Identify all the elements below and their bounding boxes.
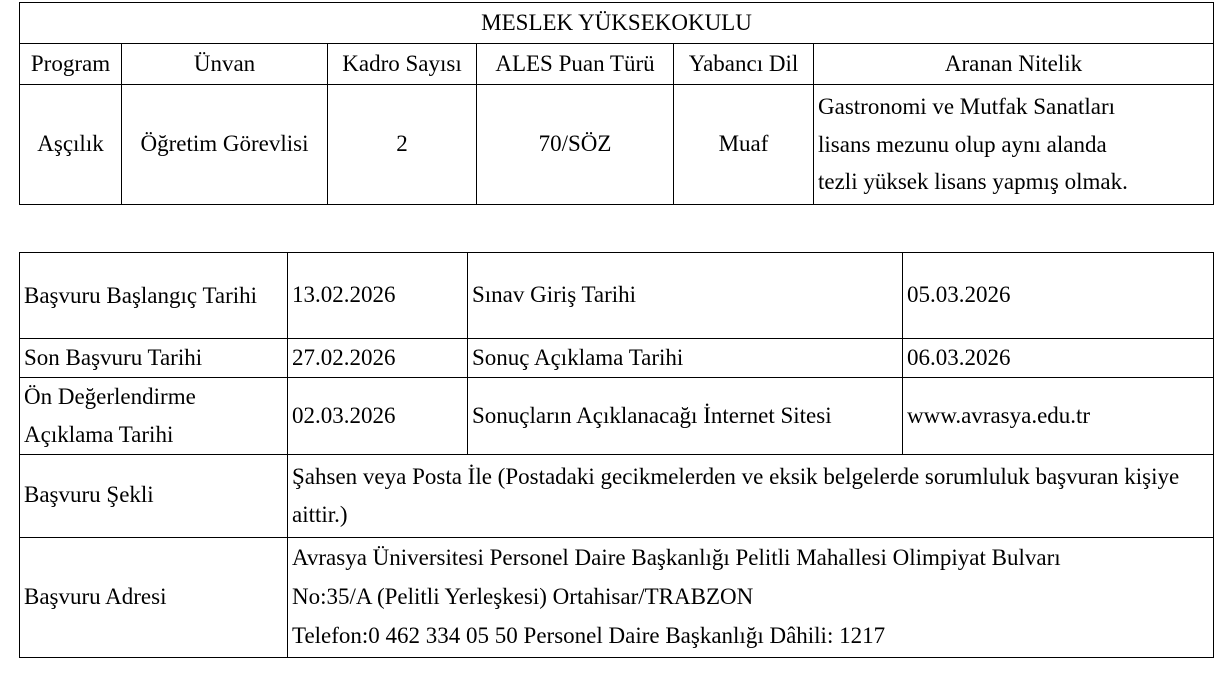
result-date-value: 06.03.2026 xyxy=(903,339,1214,378)
pre-eval-label: Ön Değerlendirme Açıklama Tarihi xyxy=(20,378,288,455)
header-language: Yabancı Dil xyxy=(674,44,814,85)
method-label: Başvuru Şekli xyxy=(20,454,288,537)
header-ales: ALES Puan Türü xyxy=(477,44,674,85)
deadline-label: Son Başvuru Tarihi xyxy=(20,339,288,378)
address-line: Telefon:0 462 334 05 50 Personel Daire Başkanlığı Dâhili: 1217 xyxy=(292,622,886,648)
header-program: Program xyxy=(20,44,122,85)
address-line: No:35/A (Pelitli Yerleşkesi) Ortahisar/TRABZON xyxy=(292,584,754,610)
header-title: Ünvan xyxy=(122,44,328,85)
cell-title: Öğretim Görevlisi xyxy=(122,85,328,205)
qualification-line: tezli yüksek lisans yapmış olmak. xyxy=(818,169,1128,195)
application-table xyxy=(19,252,1214,658)
deadline-value: 27.02.2026 xyxy=(288,339,468,378)
table-title: MESLEK YÜKSEKOKULU xyxy=(20,3,1214,44)
table-row xyxy=(20,339,1214,378)
website-label: Sonuçların Açıklanacağı İnternet Sitesi xyxy=(468,378,903,455)
position-table xyxy=(19,2,1214,205)
qualification-line: Gastronomi ve Mutfak Sanatları xyxy=(818,93,1116,119)
cell-language: Muaf xyxy=(674,85,814,205)
exam-date-value: 05.03.2026 xyxy=(903,253,1214,339)
cell-program: Aşçılık xyxy=(20,85,122,205)
cell-qualification xyxy=(814,85,1214,205)
pre-eval-value: 02.03.2026 xyxy=(288,378,468,455)
address-line: Avrasya Üniversitesi Personel Daire Başkanlığı Pelitli Mahallesi Olimpiyat Bulvarı xyxy=(292,545,1061,571)
cell-ales: 70/SÖZ xyxy=(477,85,674,205)
method-value: Şahsen veya Posta İle (Postadaki gecikmelerden ve eksik belgelerde sorumluluk başvuran kişiye aittir.) xyxy=(288,454,1214,537)
address-label: Başvuru Adresi xyxy=(20,537,288,657)
exam-date-label: Sınav Giriş Tarihi xyxy=(468,253,903,339)
start-date-value: 13.02.2026 xyxy=(288,253,468,339)
result-date-label: Sonuç Açıklama Tarihi xyxy=(468,339,903,378)
table-row xyxy=(20,253,1214,339)
table-row xyxy=(20,537,1214,657)
header-count: Kadro Sayısı xyxy=(328,44,477,85)
cell-count: 2 xyxy=(328,85,477,205)
qualification-line: lisans mezunu olup aynı alanda xyxy=(818,131,1107,157)
start-date-label: Başvuru Başlangıç Tarihi xyxy=(20,253,288,339)
table-row xyxy=(20,454,1214,537)
website-value: www.avrasya.edu.tr xyxy=(903,378,1214,455)
address-value xyxy=(288,537,1214,657)
table-row xyxy=(20,85,1214,205)
table-row xyxy=(20,378,1214,455)
header-qualification: Aranan Nitelik xyxy=(814,44,1214,85)
